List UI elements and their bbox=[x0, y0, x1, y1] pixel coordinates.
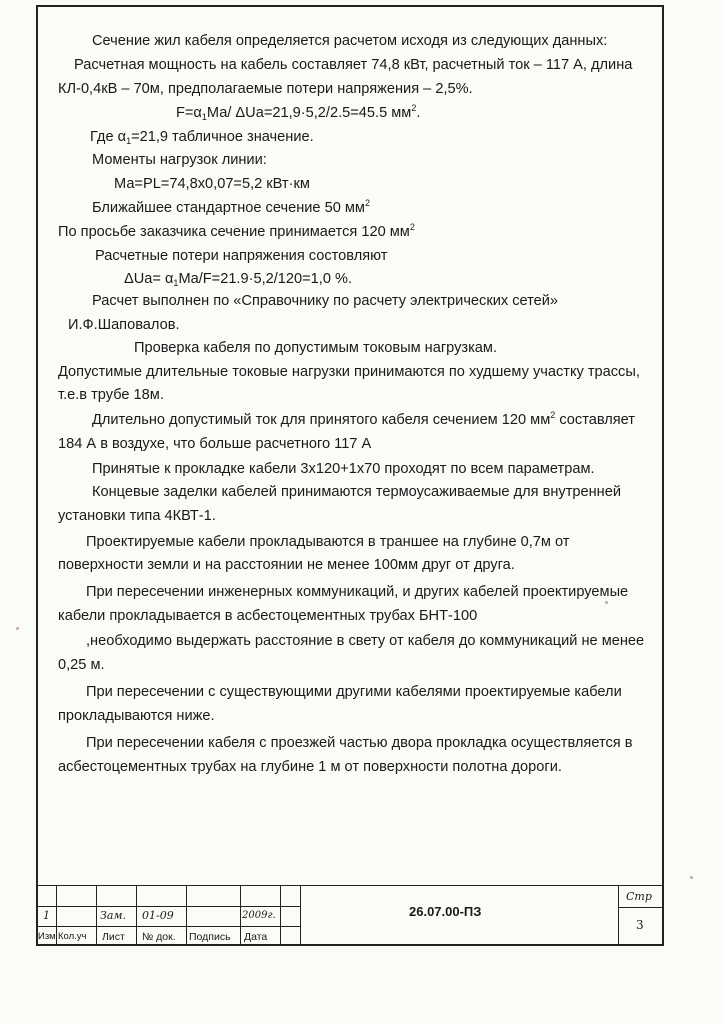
text-line: кабели прокладывается в асбестоцементных трубах БНТ-100 bbox=[58, 608, 478, 624]
text-line: 0,25 м. bbox=[58, 657, 105, 673]
revision-type: Зам. bbox=[100, 909, 127, 922]
title-block-col-line bbox=[240, 885, 241, 946]
title-block-col-line bbox=[136, 885, 137, 946]
header-doc-number: № док. bbox=[142, 931, 176, 943]
sheet-label: Стр bbox=[626, 890, 652, 903]
text-line: 184 А в воздухе, что больше расчетного 117 А bbox=[58, 436, 372, 452]
title-block-top-border bbox=[36, 885, 664, 886]
revision-change-number: 1 bbox=[43, 909, 50, 922]
revision-date: 2009г. bbox=[242, 910, 276, 921]
header-kol-uch: Кол.уч bbox=[58, 931, 87, 942]
sheet-number: 3 bbox=[636, 918, 644, 932]
title-block-col-line bbox=[280, 885, 281, 946]
text-line: И.Ф.Шаповалов. bbox=[68, 317, 180, 333]
formula-line: $F=\alpha_1Ма/$ ΔUa=21,9·5,2/2.5=45.5 $мм^2$. bbox=[176, 103, 421, 122]
text-line: Моменты нагрузок линии: bbox=[92, 152, 267, 168]
text-line: Расчетные потери напряжения состовляют bbox=[95, 248, 388, 264]
header-signature: Подпись bbox=[189, 931, 231, 943]
title-block-col-line bbox=[618, 885, 619, 946]
section-heading: Проверка кабеля по допустимым токовым нагрузкам. bbox=[134, 340, 498, 356]
text-line: При пересечении инженерных коммуникаций, и других кабелей проектируемые bbox=[86, 584, 629, 600]
text-line: Ближайшее стандартное сечение 50 $мм^2$ bbox=[92, 198, 370, 216]
document-code: 26.07.00-ПЗ bbox=[409, 904, 482, 919]
title-block-col-line bbox=[96, 885, 97, 946]
title-block-col-line bbox=[186, 885, 187, 946]
text-line: Расчет выполнен по «Справочнику по расчету электрических сетей» bbox=[92, 293, 559, 309]
header-date: Дата bbox=[244, 931, 268, 943]
title-block bbox=[36, 885, 664, 946]
text-line: КЛ-0,4кВ – 70м, предполагаемые потери напряжения – 2,5%. bbox=[58, 81, 473, 97]
sheet-cell-line bbox=[618, 907, 664, 908]
header-izm: Изм bbox=[38, 931, 56, 942]
text-line: поверхности земли и на расстоянии не менее 100мм друг от друга. bbox=[58, 557, 515, 573]
text-line: Принятые к прокладке кабели 3х120+1х70 проходят по всем параметрам. bbox=[92, 461, 595, 477]
title-block-col-line bbox=[300, 885, 301, 946]
text-line: Длительно допустимый ток для принятого кабеля сечением 120 $мм^2$ составляет bbox=[92, 410, 635, 428]
header-list: Лист bbox=[102, 931, 125, 943]
text-line: ,необходимо выдержать расстояние в свету от кабеля до коммуникаций не менее bbox=[86, 633, 645, 649]
formula-line: $\Delta Ua= \alpha_1Ma/F=21.9\cdot 5,2/120=1,0$ %. bbox=[124, 271, 353, 288]
text-line: Расчетная мощность на кабель составляет 74,8 кВт, расчетный ток – 117 А, длина bbox=[74, 57, 633, 73]
text-line: Допустимые длительные токовые нагрузки принимаются по худшему участку трассы, bbox=[58, 364, 640, 380]
text-line: Концевые заделки кабелей принимаются термоусаживаемые для внутренней bbox=[92, 484, 621, 500]
title-block-col-line bbox=[56, 885, 57, 946]
scan-speck bbox=[605, 601, 608, 604]
text-line: т.е.в трубе 18м. bbox=[58, 387, 164, 403]
text-line: прокладываются ниже. bbox=[58, 708, 215, 724]
title-block-row-line bbox=[36, 926, 300, 927]
text-line: Проектируемые кабели прокладываются в траншее на глубине 0,7м от bbox=[86, 534, 570, 550]
revision-document-number: 01-09 bbox=[142, 909, 174, 922]
text-line: установки типа 4КВТ-1. bbox=[58, 508, 216, 524]
text-line: Где $\alpha_1=21,9$ табличное значение. bbox=[90, 129, 314, 146]
text-line: Сечение жил кабеля определяется расчетом исходя из следующих данных: bbox=[92, 33, 608, 49]
text-line: При пересечении кабеля с проезжей частью двора прокладка осуществляется в bbox=[86, 735, 633, 751]
text-line: При пересечении с существующими другими кабелями проектируемые кабели bbox=[86, 684, 622, 700]
scan-speck bbox=[16, 627, 19, 630]
formula-line: Ма=PL=74,8х0,07=5,2 кВт·км bbox=[114, 176, 310, 192]
text-line: асбестоцементных трубах на глубине 1 м от поверхности полотна дороги. bbox=[58, 759, 562, 775]
text-line: По просьбе заказчика сечение принимается 120 $мм^2$ bbox=[58, 222, 415, 240]
title-block-row-line bbox=[36, 906, 300, 907]
scan-speck bbox=[690, 876, 693, 879]
